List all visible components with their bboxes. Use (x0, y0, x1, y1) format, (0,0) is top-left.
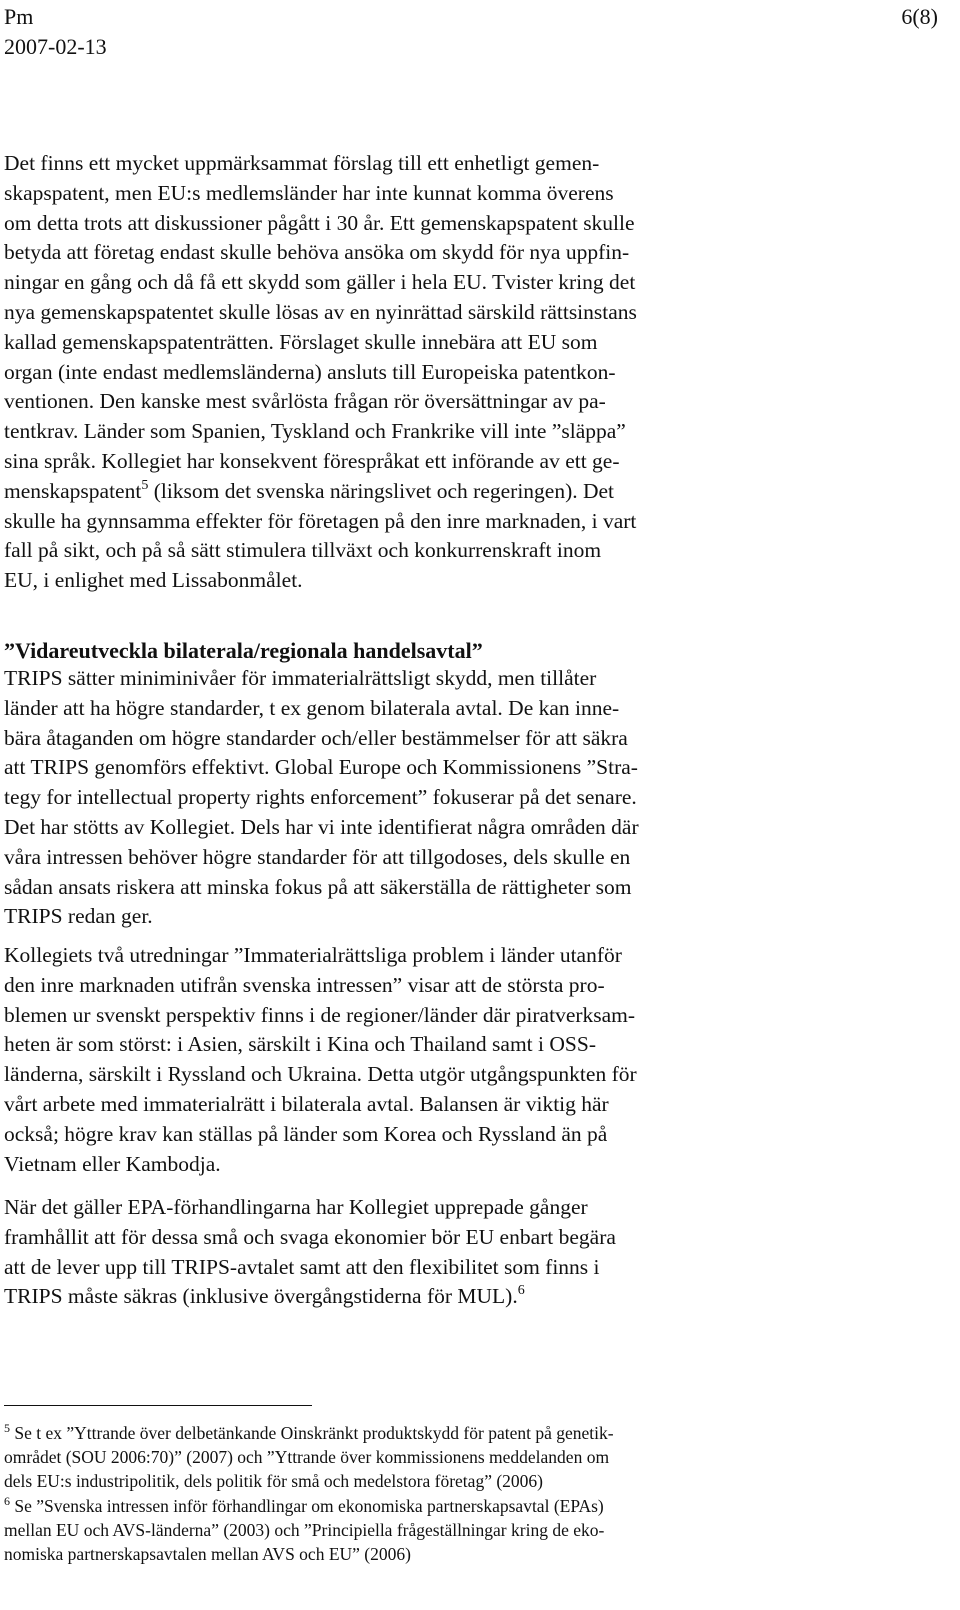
header-date: 2007-02-13 (4, 34, 107, 59)
text-line: sådan ansats riskera att minska fokus på att säkerställa de rättigheter som (4, 874, 632, 899)
text-line: blemen ur svenskt perspektiv finns i de regioner/länder där piratverksam- (4, 1002, 636, 1027)
footnote-5-line (4, 1421, 796, 1445)
footnote-mark-5: 5 (4, 1421, 10, 1435)
text-line: om detta trots att diskussioner pågått i 30 år. Ett gemenskapspatent skulle (4, 210, 635, 235)
text-line: länder att ha högre standarder, t ex genom bilaterala avtal. De kan inne- (4, 695, 620, 720)
text-line: ventionen. Den kanske mest svårlösta frågan rör översättningar av pa- (4, 389, 606, 414)
text-line: också; högre krav kan ställas på länder som Korea och Ryssland än på (4, 1121, 608, 1146)
text-line-with-footnote (4, 1282, 796, 1312)
text-fragment: TRIPS måste säkras (inklusive övergångstiderna för MUL). (4, 1284, 518, 1309)
text-line: framhållit att för dessa små och svaga ekonomier bör EU enbart begära (4, 1224, 616, 1249)
footnote-5-line: området (SOU 2006:70)” (2007) och ”Yttrande över kommissionens meddelanden om (4, 1447, 610, 1468)
text-line: Kollegiets två utredningar ”Immaterialrättsliga problem i länder utanför (4, 943, 622, 967)
text-line: vårt arbete med immaterialrätt i bilaterala avtal. Balansen är viktig här (4, 1091, 609, 1116)
text-line: TRIPS sätter miniminivåer för immaterialrättsligt skydd, men tillåter (4, 666, 597, 690)
text-line: skapspatent, men EU:s medlemsländer har inte kunnat komma överens (4, 180, 614, 205)
paragraph-trips (4, 664, 796, 932)
text-line: När det gäller EPA-förhandlingarna har Kollegiet upprepade gånger (4, 1195, 588, 1219)
text-line: länderna, särskilt i Ryssland och Ukraina. Detta utgör utgångspunkten för (4, 1062, 637, 1087)
text-line: våra intressen behöver högre standarder för att tillgodoses, dels skulle en (4, 844, 631, 869)
footnote-5-line: dels EU:s industripolitik, dels politik för små och medelstora företag” (2006) (4, 1471, 543, 1492)
text-line: att TRIPS genomförs effektivt. Global Europe och Kommissionens ”Stra- (4, 755, 638, 780)
text-line: TRIPS redan ger. (4, 904, 153, 929)
text-fragment: (liksom det svenska näringslivet och regeringen). Det (148, 478, 615, 503)
text-line: sina språk. Kollegiet har konsekvent förespråkat ett införande av ett ge- (4, 448, 620, 473)
footnote-ref-5[interactable]: 5 (141, 477, 149, 493)
footnote-6-line: nomiska partnerskapsavtalen mellan AVS och EU” (2006) (4, 1544, 411, 1565)
text-line-with-footnote (4, 477, 796, 507)
text-line: ningar en gång och då få ett skydd som gäller i hela EU. Tvister kring det (4, 270, 636, 295)
text-line: tentkrav. Länder som Spanien, Tyskland och Frankrike vill inte ”släppa” (4, 419, 626, 444)
text-line: den inre marknaden utifrån svenska intressen” visar att de största pro- (4, 972, 605, 997)
text-line: EU, i enlighet med Lissabonmålet. (4, 568, 303, 593)
text-line: Det finns ett mycket uppmärksammat förslag till ett enhetligt gemen- (4, 151, 600, 175)
footnote-separator (4, 1405, 312, 1406)
paragraph-gemenskapspatent (4, 149, 796, 596)
footnote-6-line: mellan EU och AVS-länderna” (2003) och ”Principiella frågeställningar kring de eko- (4, 1519, 605, 1540)
text-line: att de lever upp till TRIPS-avtalet samt att den flexibilitet som finns i (4, 1254, 600, 1279)
text-line: kallad gemenskapspatenträtten. Förslaget skulle innebära att EU som (4, 329, 598, 354)
section-heading: ”Vidareutveckla bilaterala/regionala handelsavtal” (4, 638, 483, 663)
paragraph-epa (4, 1193, 796, 1312)
text-line: tegy for intellectual property rights enforcement” fokuserar på det senare. (4, 785, 637, 810)
text-fragment: Se t ex ”Yttrande över delbetänkande Oinskränkt produktskydd för patent på genetik- (10, 1423, 614, 1443)
footnote-6-line (4, 1494, 796, 1518)
text-line: betyda att företag endast skulle behöva ansöka om skydd för nya uppfin- (4, 240, 630, 265)
text-line: bära åtaganden om högre standarder och/eller bestämmelser för att säkra (4, 725, 628, 750)
text-line: heten är som störst: i Asien, särskilt i Kina och Thailand samt i OSS- (4, 1032, 596, 1057)
text-line: skulle ha gynnsamma effekter för företagen på den inre marknaden, i vart (4, 508, 637, 533)
page-header-left (4, 2, 107, 62)
text-line: Det har stötts av Kollegiet. Dels har vi inte identifierat några områden där (4, 814, 639, 839)
text-fragment: Se ”Svenska intressen inför förhandlingar om ekonomiska partnerskapsavtal (EPAs) (10, 1495, 604, 1516)
footnotes (4, 1421, 796, 1566)
footnote-ref-6[interactable]: 6 (517, 1283, 525, 1299)
text-line: Vietnam eller Kambodja. (4, 1151, 221, 1176)
text-fragment: menskapspatent (4, 478, 142, 503)
footnote-mark-6: 6 (4, 1493, 10, 1508)
paragraph-utredningar (4, 941, 796, 1179)
text-line: nya gemenskapspatentet skulle lösas av en nyinrättad särskild rättsinstans (4, 299, 637, 324)
page-number: 6(8) (901, 4, 938, 29)
header-label: Pm (4, 4, 34, 29)
text-line: organ (inte endast medlemsländerna) ansluts till Europeiska patentkon- (4, 359, 616, 384)
text-line: fall på sikt, och på så sätt stimulera tillväxt och konkurrenskraft inom (4, 538, 602, 563)
